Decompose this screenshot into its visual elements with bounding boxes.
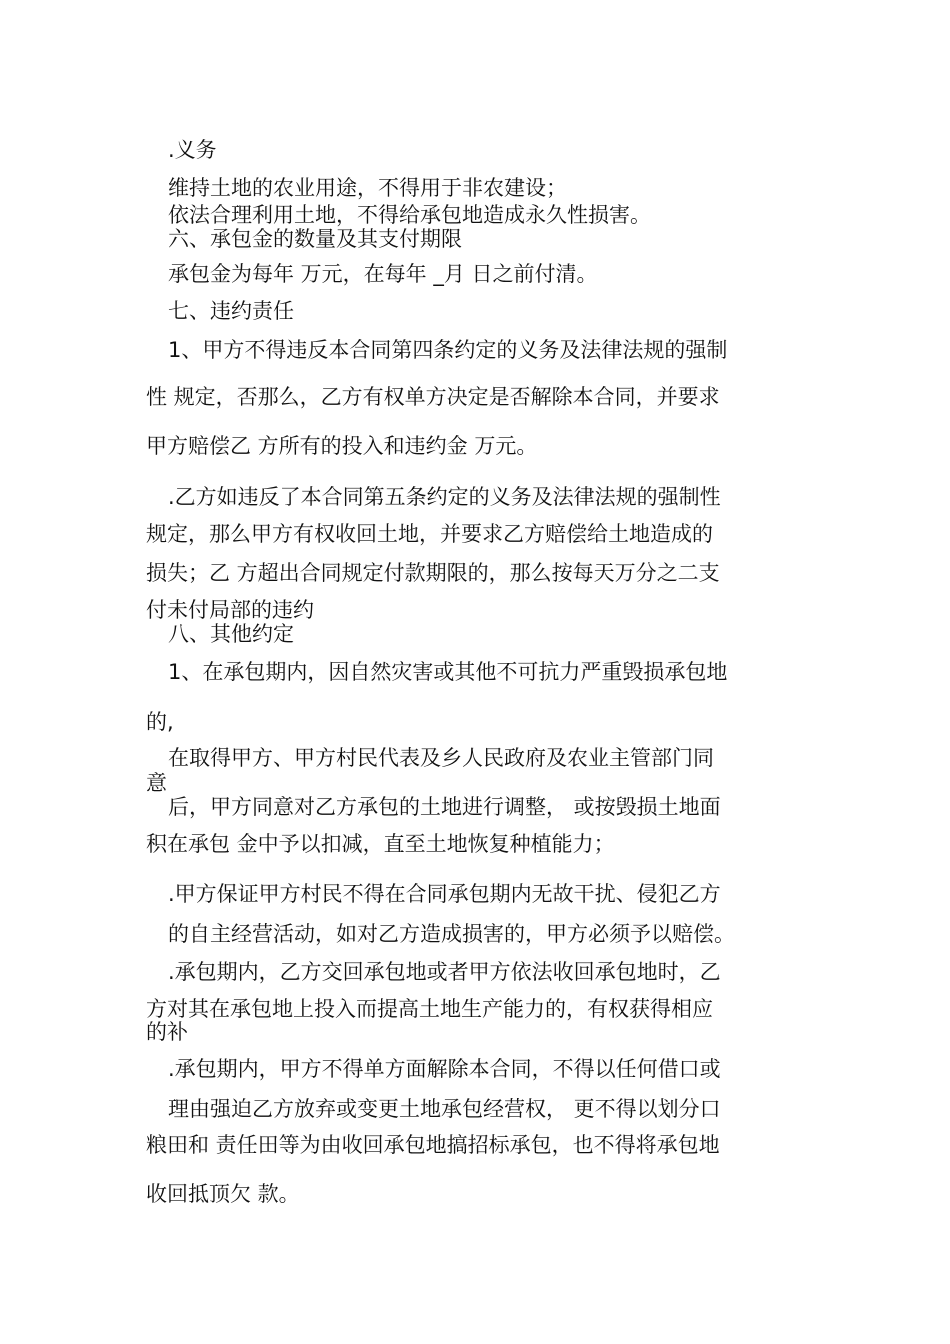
section-heading-other: 八、其他约定 [168,622,294,646]
text-line: 积在承包 金中予以扣减，直至土地恢复种植能力； [146,832,615,856]
text-line: 损失；乙 方超出合同规定付款期限的，那么按每天万分之二支 [146,561,720,585]
text-line: 理由强迫乙方放弃或变更土地承包经营权， 更不得以划分口 [168,1097,721,1121]
text-line: .甲方保证甲方村民不得在合同承包期内无故干扰、侵犯乙方 [168,882,721,906]
section-heading-rent: 六、承包金的数量及其支付期限 [168,227,462,251]
text-line: .乙方如违反了本合同第五条约定的义务及法律法规的强制性 [168,485,721,509]
section-heading-obligations: .义务 [168,138,217,162]
text-line: 方对其在承包地上投入而提高土地生产能力的，有权获得相应 [146,997,713,1021]
text-line: 的, [146,710,174,734]
section-heading-liability: 七、违约责任 [168,299,294,323]
text-line: 承包金为每年 万元，在每年 _月 日之前付清。 [168,262,598,286]
text-line: 甲方赔偿乙 方所有的投入和违约金 万元。 [146,434,538,458]
text-line: 维持土地的农业用途，不得用于非农建设； [168,176,567,200]
text-line: 规定，那么甲方有权收回土地，并要求乙方赔偿给土地造成的 [146,522,713,546]
text-line: .承包期内，甲方不得单方面解除本合同，不得以任何借口或 [168,1057,721,1081]
text-line: 1、甲方不得违反本合同第四条约定的义务及法律法规的强制 [168,338,728,362]
text-line: 的自主经营活动，如对乙方造成损害的，甲方必须予以赔偿。 [168,922,735,946]
text-line: 性 规定，否那么，乙方有权单方决定是否解除本合同，并要求 [146,385,720,409]
text-line: 依法合理利用土地，不得给承包地造成永久性损害。 [168,203,651,227]
text-line: 粮田和 责任田等为由收回承包地搞招标承包，也不得将承包地 [146,1133,720,1157]
text-line: .承包期内，乙方交回承包地或者甲方依法收回承包地时，乙 [168,960,721,984]
text-line: 意 [146,771,167,795]
text-line: 后，甲方同意对乙方承包的土地进行调整， 或按毁损土地面 [168,795,721,819]
text-line: 收回抵顶欠 款。 [146,1182,300,1206]
text-line: 付未付局部的违约 [146,598,314,622]
text-line: 1、在承包期内，因自然灾害或其他不可抗力严重毁损承包地 [168,660,728,684]
text-line: 在取得甲方、甲方村民代表及乡人民政府及农业主管部门同 [168,746,714,770]
text-line: 的补 [146,1020,188,1044]
